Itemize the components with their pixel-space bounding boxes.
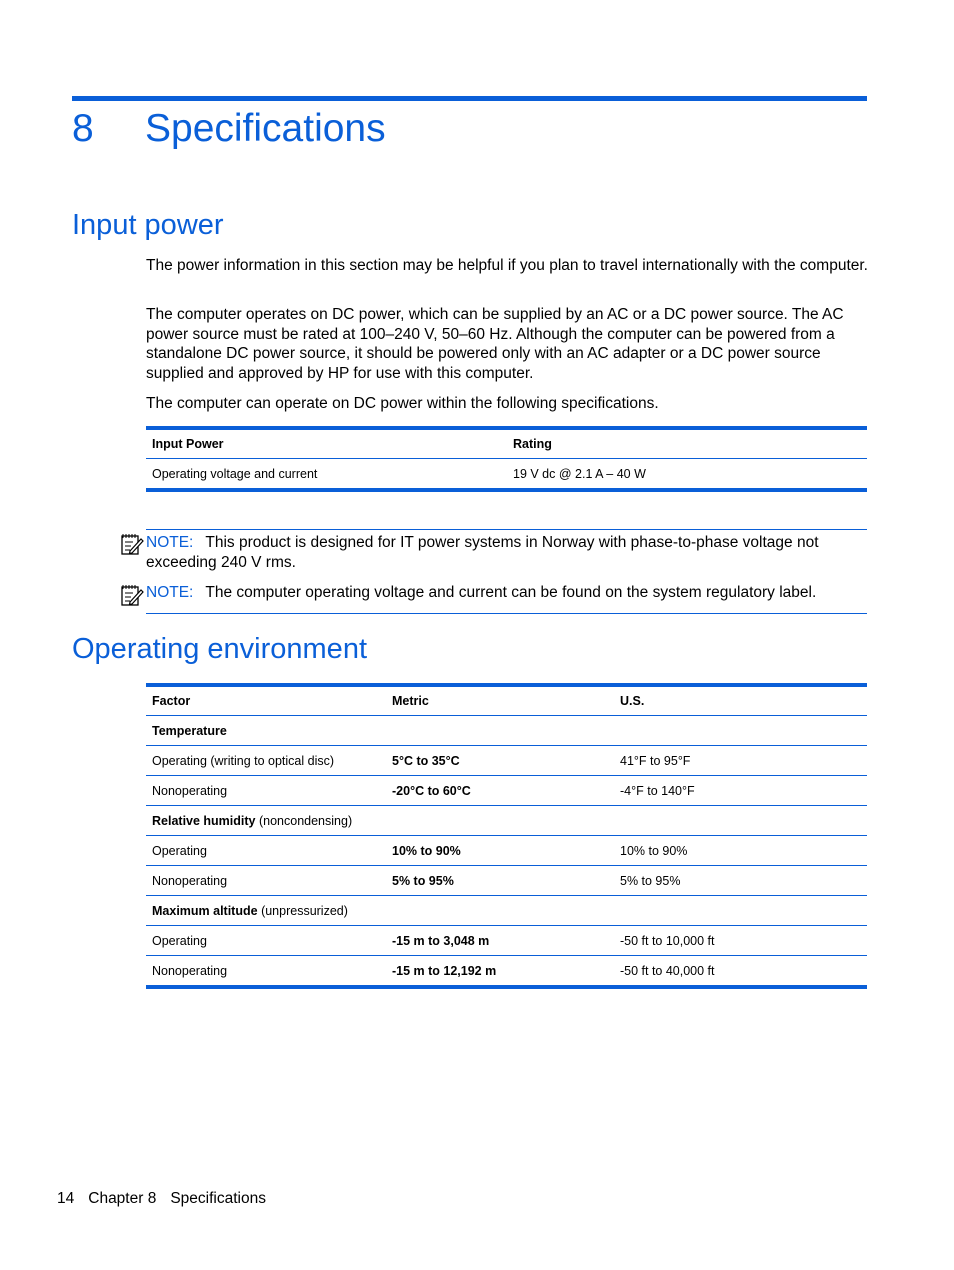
table-row [146,459,867,491]
section-title: Temperature [152,723,227,738]
table-cell: 19 V dc @ 2.1 A – 40 W [507,459,867,491]
column-header-factor: Factor [146,685,386,716]
table-cell: Operating voltage and current [146,459,507,491]
note-text: This product is designed for IT power systems in Norway with phase-to-phase voltage not exceeding 240 V rms. [146,534,819,571]
input-power-paragraph-3: The computer can operate on DC power within the following specifications. [146,395,659,412]
table-cell: Nonoperating [146,956,386,988]
chapter-title: Specifications [145,107,386,150]
note-norway [146,533,868,572]
note-bottom-rule [146,613,867,614]
note-icon [120,532,144,556]
table-cell: -50 ft to 40,000 ft [614,956,867,988]
column-header-metric: Metric [386,685,614,716]
table-row [146,836,867,866]
table-row [146,926,867,956]
operating-environment-heading: Operating environment [72,633,367,665]
table-section-row [146,896,867,926]
note-label: NOTE: [146,584,194,601]
table-cell: 10% to 90% [614,836,867,866]
note-label: NOTE: [146,534,194,551]
table-cell: Nonoperating [146,776,386,806]
table-section-row [146,806,867,836]
chapter-number: 8 [72,107,94,150]
table-cell: -50 ft to 10,000 ft [614,926,867,956]
column-header-input-power: Input Power [146,428,507,459]
section-qualifier: (noncondensing) [258,813,353,828]
footer-chapter-title: Specifications [170,1190,266,1207]
page-footer [57,1190,280,1208]
table-cell: Operating (writing to optical disc) [146,746,386,776]
table-cell: 41°F to 95°F [614,746,867,776]
table-cell: -15 m to 3,048 m [386,926,614,956]
table-section-row [146,716,867,746]
section-cell [146,716,867,746]
note-text: The computer operating voltage and current can be found on the system regulatory label. [205,584,817,601]
table-row [146,776,867,806]
table-row [146,956,867,988]
chapter-rule [72,96,867,101]
page-number: 14 [57,1190,75,1207]
section-cell [146,806,867,836]
column-header-rating: Rating [507,428,867,459]
table-cell: Operating [146,926,386,956]
table-cell: 10% to 90% [386,836,614,866]
table-cell: -15 m to 12,192 m [386,956,614,988]
input-power-table [146,426,867,492]
table-cell: -4°F to 140°F [614,776,867,806]
operating-environment-table [146,683,867,989]
table-cell: 5% to 95% [614,866,867,896]
section-title: Maximum altitude [152,903,258,918]
column-header-us: U.S. [614,685,867,716]
note-icon [120,583,144,607]
table-cell: 5% to 95% [386,866,614,896]
input-power-paragraph-1: The power information in this section may be helpful if you plan to travel internationally with the computer. [146,257,868,274]
table-row [146,746,867,776]
section-cell [146,896,867,926]
footer-chapter-label: Chapter 8 [88,1190,157,1207]
table-cell: Operating [146,836,386,866]
section-qualifier: (unpressurized) [261,903,348,918]
note-regulatory-label [146,583,868,603]
table-cell: 5°C to 35°C [386,746,614,776]
table-row [146,866,867,896]
note-top-rule [146,529,867,530]
table-cell: -20°C to 60°C [386,776,614,806]
section-title: Relative humidity [152,813,256,828]
table-cell: Nonoperating [146,866,386,896]
input-power-heading: Input power [72,209,224,241]
input-power-paragraph-2: The computer operates on DC power, which can be supplied by an AC or a DC power source. The AC power source must be rated at 100–240 V, 50–60 Hz. Although the computer can be powered from a standalone DC power source, it should be powered only with an AC adapter or a DC power source supplied and approved by HP for use with this computer. [146,306,844,382]
